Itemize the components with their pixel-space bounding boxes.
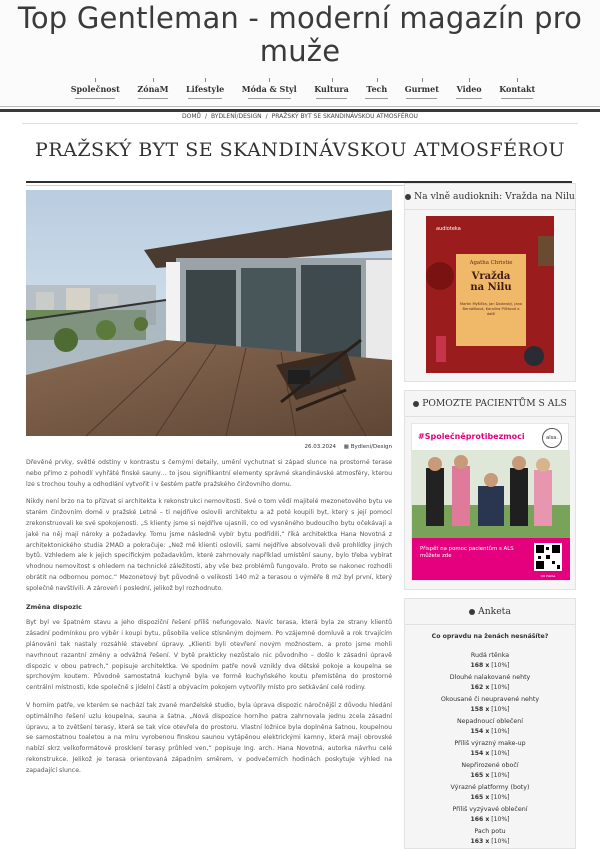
article-paragraph: V horním patře, ve kterém se nachází tak zvané manželské studio, byla úprava dispozic náročnější z důvodu hledání optimálního řešení uzlu koupelna, sauna a šatna. „Nová dispozice horního patra zahrnovala jednu zcela zásadní úpravu, a to zvětšení terasy, která se tak více otevřela do prostoru. Vlastní ložnice byla doplněna šatnou, koupelnou se samostatnou toaletou a na míru vyrobenou finskou saunou vytápěnou elektrickými kamny, která mají obrovské nabízí skrz velkoformátové prosklení terasy průhled ven,“ popisuje Ing. arch. Hana Novotná, autorka návrhu celé rekonstrukce. Jelikož je terasa orientovaná západním směrem, v podvečerních hodinách poskytuje výhled na zapadající slunce. [26, 701, 392, 774]
widget-heading [405, 391, 575, 417]
poll-item[interactable] [405, 826, 575, 848]
nav-item-gurmet[interactable]: Gurmet [396, 78, 448, 100]
nav-item-spolecnost[interactable]: Společnost [62, 78, 129, 100]
poll-option-label: Nepřirozené obočí [461, 762, 519, 769]
terrace-photo [26, 190, 392, 436]
site-title[interactable]: Top Gentleman - moderní magazín pro muže [17, 1, 583, 68]
poll-count: 154 x [470, 750, 490, 757]
poll-option-result [405, 661, 575, 671]
breadcrumb-home[interactable]: DOMŮ [182, 113, 201, 120]
article-meta [26, 444, 392, 454]
poll-option-label: Rudá rtěnka [470, 652, 510, 659]
als-hashtag: #Společněprotibezmoci [418, 432, 525, 441]
poll-option-result [405, 793, 575, 803]
book-title-panel [456, 254, 526, 346]
bullet-icon [469, 609, 475, 615]
breadcrumb-separator: / [265, 113, 268, 120]
widget-heading [405, 184, 575, 210]
header-divider [0, 106, 600, 107]
book-author: Agatha Christie [469, 260, 513, 266]
poll-item[interactable] [405, 672, 575, 694]
sidebar [404, 183, 576, 849]
poll-item[interactable] [405, 760, 575, 782]
poll-question: Co opravdu na ženách nesnášíte? [431, 633, 549, 640]
article-body [26, 458, 392, 784]
widget-heading-text: Anketa [478, 606, 511, 617]
page-title: PRAŽSKÝ BYT SE SKANDINÁVSKOU ATMOSFÉROU [35, 139, 565, 161]
poll-option-label: Příliš výrazný make-up [454, 740, 526, 747]
poll-option-label: Výrazné platformy (boty) [450, 784, 530, 791]
breadcrumb-current: PRAŽSKÝ BYT SE SKANDINÁVSKOU ATMOSFÉROU [271, 113, 418, 120]
poll-percent: [10%] [491, 684, 510, 691]
article-category[interactable]: Bydlení/Design [350, 444, 392, 450]
poll-option-result [405, 727, 575, 737]
nav-item-lifestyle[interactable]: Lifestyle [177, 78, 233, 100]
breadcrumb-divider [22, 123, 578, 124]
poll-item[interactable] [405, 738, 575, 760]
poll-count: 165 x [470, 794, 490, 801]
bullet-icon [413, 401, 419, 407]
book-title [456, 271, 526, 293]
poll-option-result [405, 683, 575, 693]
poll-percent: [10%] [491, 750, 510, 757]
widget-heading [405, 599, 575, 625]
poll-option-result [405, 705, 575, 715]
poll-item[interactable] [405, 716, 575, 738]
poll-count: 166 x [470, 816, 490, 823]
article-subheading: Změna dispozic [26, 602, 82, 611]
breadcrumb-separator: / [204, 113, 207, 120]
nav-item-tech[interactable]: Tech [358, 78, 396, 100]
category-icon: ▦ [343, 444, 349, 450]
poll-percent: [10%] [491, 794, 510, 801]
poll-count: 165 x [470, 772, 490, 779]
poll-option-result [405, 837, 575, 847]
article-paragraph: Nikdy není brzo na to přizvat si architekta k rekonstrukci nemovitosti. Své o tom vědí majitelé mezonetového bytu ve starém činžovním domě v pražské Letné – ti nejdříve oslovili architektu a až poté koupili byt, který s její pomocí zrekonstruovali ke své spokojenosti. „S klienty jsme si nejdříve ujasnili, co od vysněného budoucího bytu očekávají a jaké na něj mají nároky a požadavky. Tomu jsme následně vybír bytu podřídili,“ říká architektka Hana Novotná z architektonického studia 2MAD a pokračuje: „Než mě klienti oslovili, sami nejdříve absolvovali dvě prohlídky jiných bytů. Vzhledem ale k jejich specifickým požadavkům, které zahrnovaly například umístění sauny, bylo třeba vybírat vhodnou nemovitost s ohledem na technické záležitosti, aby vše bez problémů fungovalo. Proto se nakonec rozhodli obrátit na odbornou pomoc.“ Mezonetový byt původně o velikosti 140 m2 a terasou o výměře 8 m2 byl první, který společně navštívili. A zároveň i poslední, jelikož byl rozhodnuto. [26, 498, 392, 592]
main-nav [62, 78, 544, 100]
nav-item-kultura[interactable]: Kultura [306, 78, 358, 100]
poll-option-label: Příliš vyzývavé oblečení [452, 806, 528, 813]
poll-percent: [10%] [491, 816, 510, 823]
poll-option-label: Okousané či neupravené nehty [440, 696, 540, 703]
nav-item-video[interactable]: Video [448, 78, 491, 100]
poll-item[interactable] [405, 694, 575, 716]
poll-count: 162 x [470, 684, 490, 691]
poll-count: 168 x [470, 662, 490, 669]
donation-banner [412, 538, 570, 580]
poll-option-result [405, 749, 575, 759]
poll-option-result [405, 771, 575, 781]
poll-percent: [10%] [491, 728, 510, 735]
nav-item-kontakt[interactable]: Kontakt [490, 78, 544, 100]
poll-item[interactable] [405, 782, 575, 804]
audioteka-logo: audioteka [436, 226, 461, 232]
poll-option-result [405, 815, 575, 825]
poll-results [405, 646, 575, 848]
poll-item[interactable] [405, 804, 575, 826]
sidebar-als-widget [404, 390, 576, 590]
poll-percent: [10%] [491, 772, 510, 779]
audiobook-cover[interactable] [426, 216, 554, 373]
poll-count: 154 x [470, 728, 490, 735]
sidebar-audiobook-widget [404, 183, 576, 382]
qr-caption: QR Platba [540, 574, 556, 578]
book-title-line: Vražda [471, 271, 511, 282]
people-photo [412, 450, 570, 540]
bullet-icon [405, 194, 411, 200]
poll-option-label: Dlouhé nalakované nehty [449, 674, 531, 681]
article-date: 26.03.2024 [304, 444, 336, 450]
nav-item-zonam[interactable]: ZónaM [129, 78, 178, 100]
breadcrumb-category[interactable]: BYDLENÍ/DESIGN [210, 113, 262, 120]
als-banner[interactable] [411, 423, 569, 581]
widget-heading-text: Na vlně audioknih: Vražda na Nilu [414, 191, 575, 202]
poll-percent: [10%] [491, 838, 510, 845]
poll-item[interactable] [405, 650, 575, 672]
qr-code-icon [534, 543, 562, 571]
book-title-line: na Nilu [470, 282, 512, 293]
book-readers: Martin Myšička, Jan Dolanský, Jana Bernášková, Karolína Plíčková a další [459, 302, 523, 316]
breadcrumb [0, 113, 600, 120]
donation-text: Přispět na pomoc pacientům s ALS můžete zde [420, 546, 514, 559]
poll-option-label: Nepadnoucí oblečení [456, 718, 524, 725]
article-paragraph: Byt byl ve špatném stavu a jeho dispoziční řešení příliš nefungovalo. Navíc terasa, která byla ze strany klientů zásadní podmínkou pro výběr i koupi bytu, působila velice stísněným dojmem. Po vzájemné domluvě a rok trvajícím plánování tak nastaly rozsáhlé stavební úpravy. „Klienti byli otevření novým možnostem, a proto jsme mohli navrhnout razantní změny a odvážná řešení. V bytě prakticky nezůstalo nic původního – došlo k zásadní úpravě dispozic v obou patrech,“ popisuje architektka. Ve spodním patře nově vznikly dva dětské pokoje a koupelna se sprchovým koutem. Původně samostatná kuchyně byla ve formě kuchyňského koutu přemístěna do prostorné centrální místnosti, kde společně s jídelní částí a obývacím pokojem vytvořily místo pro setkávání celé rodiny. [26, 619, 392, 692]
sidebar-poll-widget [404, 598, 576, 849]
widget-heading-text: POMOZTE PACIENTŮM S ALS [422, 398, 567, 409]
poll-option-label: Pach potu [474, 828, 506, 835]
poll-count: 163 x [470, 838, 490, 845]
poll-count: 158 x [470, 706, 490, 713]
poll-percent: [10%] [491, 706, 510, 713]
article-hero-image [26, 190, 392, 436]
article-paragraph: Dřevěné prvky, světlé odstíny v kontrastu s černými detaily, umění vychutnat si západ slunce na prostorné terase nebo přímo z pohodlí vyhřáté finské sauny… to jsou signifikantní elementy správné skandinávské atmosféry, kterou lze s trochou touhy a odhodlání vytvořit i v šestém patře pražského činžovního domu. [26, 459, 392, 488]
site-header [0, 0, 600, 112]
nav-item-moda-styl[interactable]: Móda & Styl [233, 78, 306, 100]
poll-percent: [10%] [491, 662, 510, 669]
alsa-logo: alsa. [542, 428, 562, 448]
